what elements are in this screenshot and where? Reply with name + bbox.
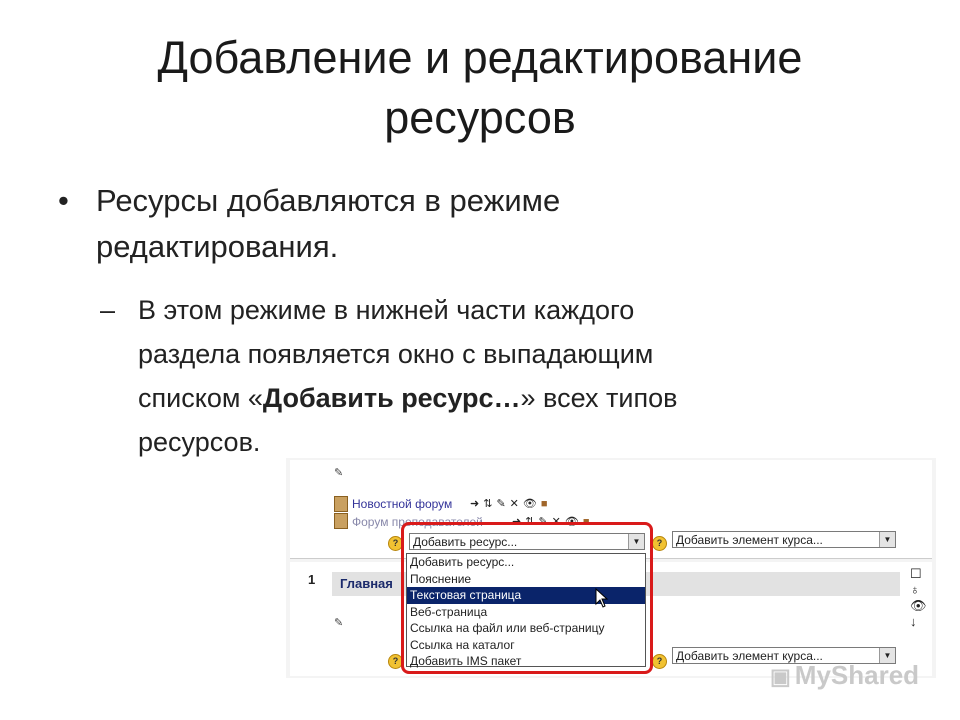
highlight-icon[interactable]: ☐ [910,566,922,581]
dropdown-option[interactable]: Веб-страница [410,604,488,619]
watermark-text: MyShared [794,660,920,690]
forum-icon [334,513,348,529]
section-number: 1 [308,572,316,587]
dropdown-option[interactable]: Ссылка на файл или веб-страницу [410,621,605,635]
edit-icon[interactable]: ✎ [496,498,506,510]
eye-icon[interactable]: 👁 [910,598,927,613]
bulb-icon[interactable]: ♁ [910,582,920,597]
help-icon[interactable]: ? [388,536,403,551]
teachers-forum-link[interactable]: Форум преподавателей [352,515,483,529]
section-title: Главная [340,576,393,591]
activity-actions [470,496,552,510]
delete-icon[interactable]: ✕ [509,498,519,510]
bullet2-line1: В этом режиме в нижней части каждого [138,295,635,325]
dropdown-option[interactable]: Ссылка на каталог [410,637,515,652]
delete-icon[interactable]: ✕ [551,516,561,528]
dropdown-option[interactable]: Добавить IMS пакет [410,654,522,668]
slide-title-line2: ресурсов [384,92,576,143]
add-resource-select-value: Добавить ресурс... [413,535,518,549]
bullet-dot: • [58,183,69,218]
presentation-icon: ▣ [770,664,791,689]
slide-title [40,28,920,148]
watermark [770,660,919,691]
edit-icon[interactable]: ✎ [334,467,344,479]
help-icon[interactable]: ? [388,654,403,669]
slide-title-line1: Добавление и редактирование [157,32,803,83]
news-forum-link[interactable]: Новостной форум [352,497,453,511]
bullet2-line3-bold: Добавить ресурс… [262,383,521,413]
chevron-down-icon[interactable]: ▼ [879,648,895,663]
bullet-dash: – [100,295,116,325]
add-element-select-value: Добавить элемент курса... [676,649,823,663]
dropdown-option[interactable]: Пояснение [410,571,472,586]
moodle-screenshot [286,458,936,678]
chevron-down-icon[interactable]: ▼ [628,534,644,549]
lock-icon[interactable]: ■ [540,498,548,510]
edit-icon[interactable]: ✎ [334,617,344,629]
highlight-frame [401,522,653,674]
bullet1-line1: Ресурсы добавляются в режиме [96,183,561,218]
move-updown-icon[interactable]: ⇅ [525,516,535,528]
help-icon[interactable]: ? [652,536,667,551]
bullet2-line4: ресурсов. [138,427,261,457]
dropdown-option-selected[interactable]: Текстовая страница [407,587,645,604]
chevron-down-icon[interactable]: ▼ [879,532,895,547]
edit-icon[interactable]: ✎ [538,516,548,528]
bullet2-line3-pre: списком « [138,383,263,413]
forum-icon [334,496,348,512]
lock-icon[interactable]: ■ [582,516,590,528]
move-right-icon[interactable]: ➜ [470,498,480,510]
move-right-icon[interactable]: ➜ [512,516,522,528]
dropdown-option[interactable]: Добавить ресурс... [410,555,515,569]
bullet1-line2: редактирования. [96,229,339,264]
add-element-select-top[interactable] [672,531,896,548]
move-updown-icon[interactable]: ⇅ [483,498,493,510]
bullet2-line3-post: » всех типов [520,383,678,413]
bullet2-line3 [138,376,838,420]
show-icon[interactable]: 👁 [522,498,537,510]
add-element-select-value: Добавить элемент курса... [676,533,823,547]
show-icon[interactable]: 👁 [564,516,579,528]
arrow-down-icon[interactable]: ↓ [910,614,917,629]
bullet2-line2: раздела появляется окно с выпадающим [138,339,654,369]
help-icon[interactable]: ? [652,654,667,669]
